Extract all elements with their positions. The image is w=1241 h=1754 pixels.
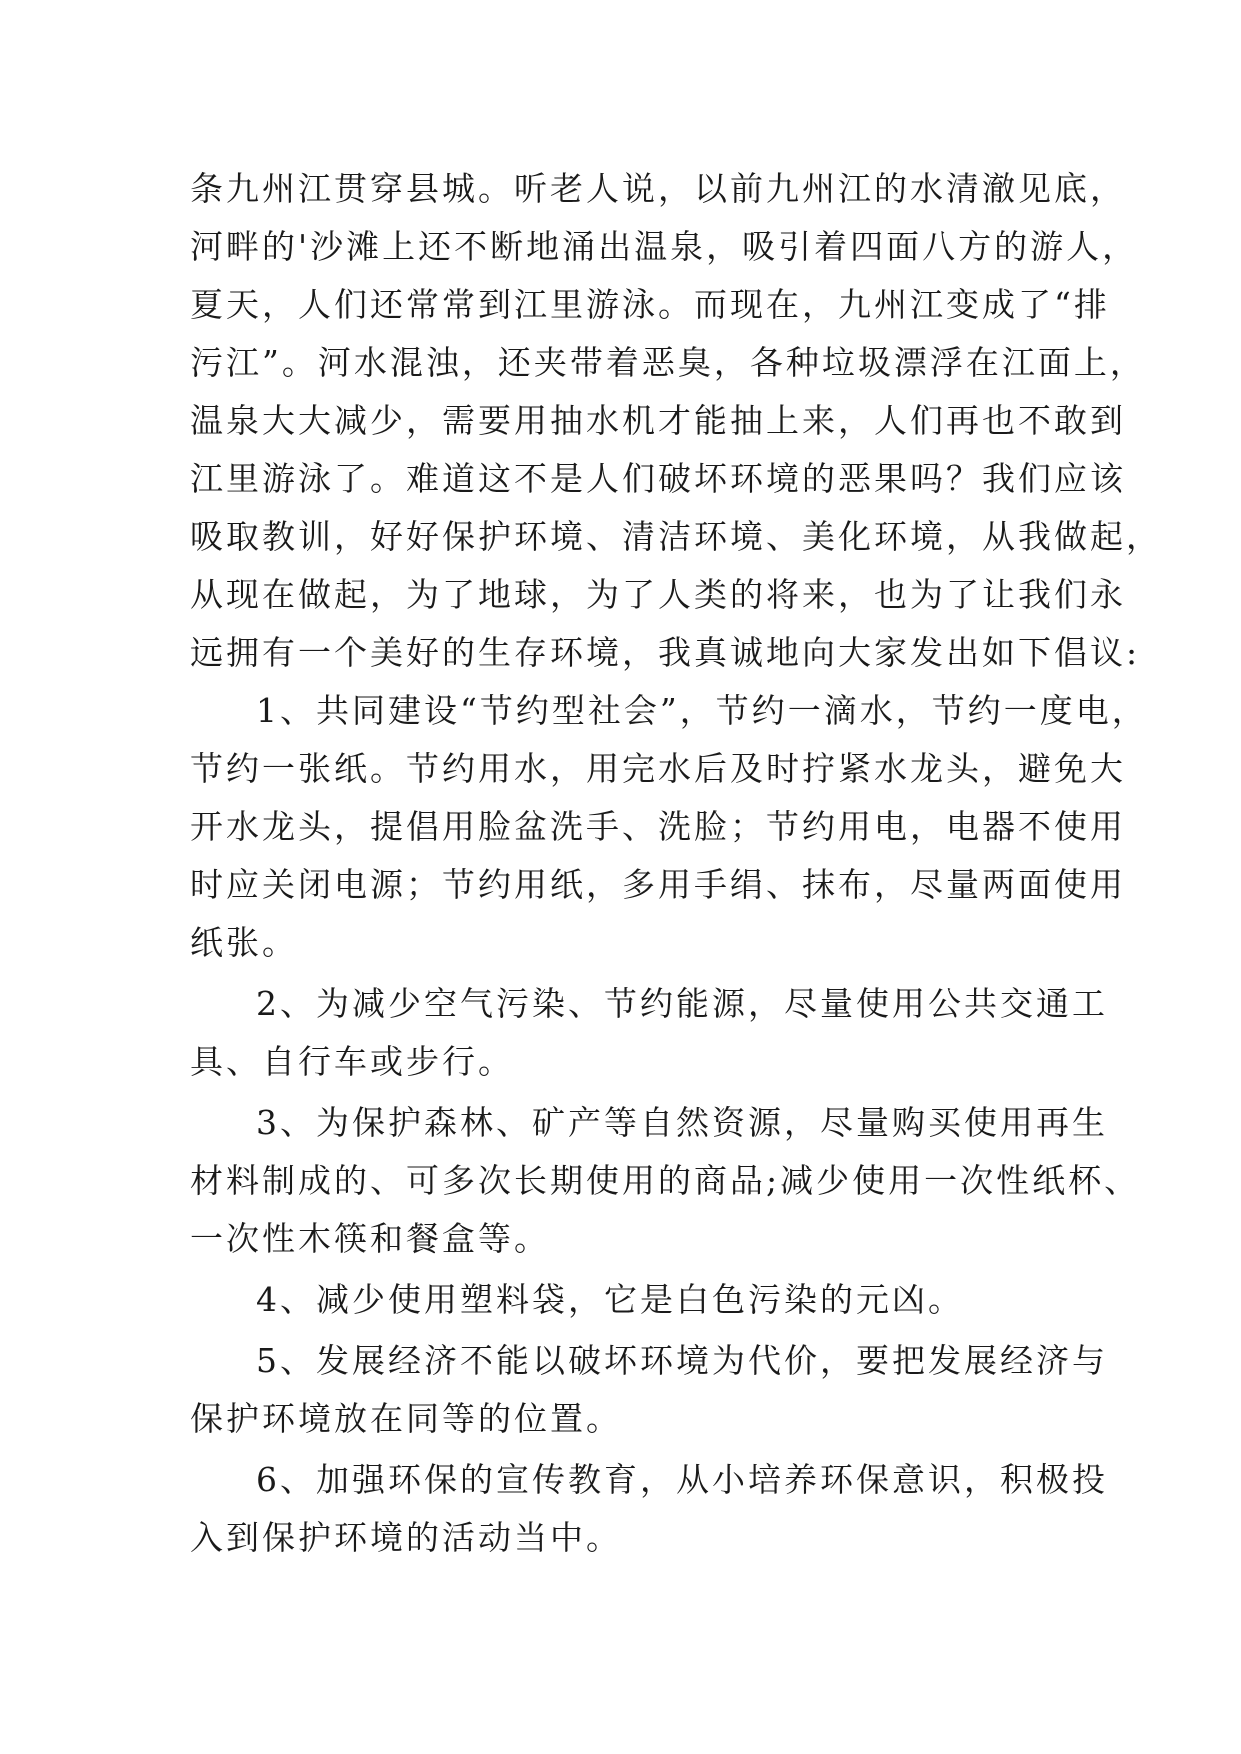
- text-line: 一次性木筷和餐盒等。: [190, 1219, 550, 1258]
- text-line: 具、自行车或步行。: [190, 1042, 514, 1081]
- proposal-item-5-line: 5、发展经济不能以破坏环境为代价，要把发展经济与: [256, 1341, 1108, 1380]
- text-line: 从现在做起，为了地球，为了人类的将来，也为了让我们永: [190, 575, 1126, 614]
- proposal-item-3-line: 3、为保护森林、矿产等自然资源，尽量购买使用再生: [256, 1103, 1108, 1142]
- proposal-item-6-line: 6、加强环保的宣传教育，从小培养环保意识，积极投: [256, 1460, 1108, 1499]
- text-line: 开水龙头，提倡用脸盆洗手、洗脸；节约用电，电器不使用: [190, 807, 1126, 846]
- text-line: 温泉大大减少，需要用抽水机才能抽上来，人们再也不敢到: [190, 401, 1126, 440]
- text-line: 纸张。: [190, 923, 298, 962]
- text-line: 河畔的'沙滩上还不断地涌出温泉，吸引着四面八方的游人，: [190, 227, 1139, 266]
- text-line: 条九州江贯穿县城。听老人说，以前九州江的水清澈见底，: [190, 169, 1126, 208]
- text-line: 江里游泳了。难道这不是人们破坏环境的恶果吗？我们应该: [190, 459, 1126, 498]
- text-line: 远拥有一个美好的生存环境，我真诚地向大家发出如下倡议:: [190, 633, 1141, 672]
- text-line: 吸取教训，好好保护环境、清洁环境、美化环境，从我做起，: [190, 517, 1162, 556]
- text-line: 保护环境放在同等的位置。: [190, 1399, 622, 1438]
- proposal-item-4-line: 4、减少使用塑料袋，它是白色污染的元凶。: [256, 1280, 964, 1319]
- body-text: [190, 160, 1162, 1567]
- text-line: 时应关闭电源；节约用纸，多用手绢、抹布，尽量两面使用: [190, 865, 1126, 904]
- text-line: 夏天，人们还常常到江里游泳。而现在，九州江变成了“排: [190, 285, 1110, 324]
- proposal-item-1-line: 1、共同建设“节约型社会”，节约一滴水，节约一度电，: [256, 691, 1148, 730]
- text-line: 污江”。河水混浊，还夹带着恶臭，各种垃圾漂浮在江面上，: [190, 343, 1146, 382]
- text-line: 材料制成的、可多次长期使用的商品;减少使用一次性纸杯、: [190, 1161, 1141, 1200]
- text-line: 入到保护环境的活动当中。: [190, 1518, 622, 1557]
- text-line: 节约一张纸。节约用水，用完水后及时拧紧水龙头，避免大: [190, 749, 1126, 788]
- proposal-item-2-line: 2、为减少空气污染、节约能源，尽量使用公共交通工: [256, 984, 1108, 1023]
